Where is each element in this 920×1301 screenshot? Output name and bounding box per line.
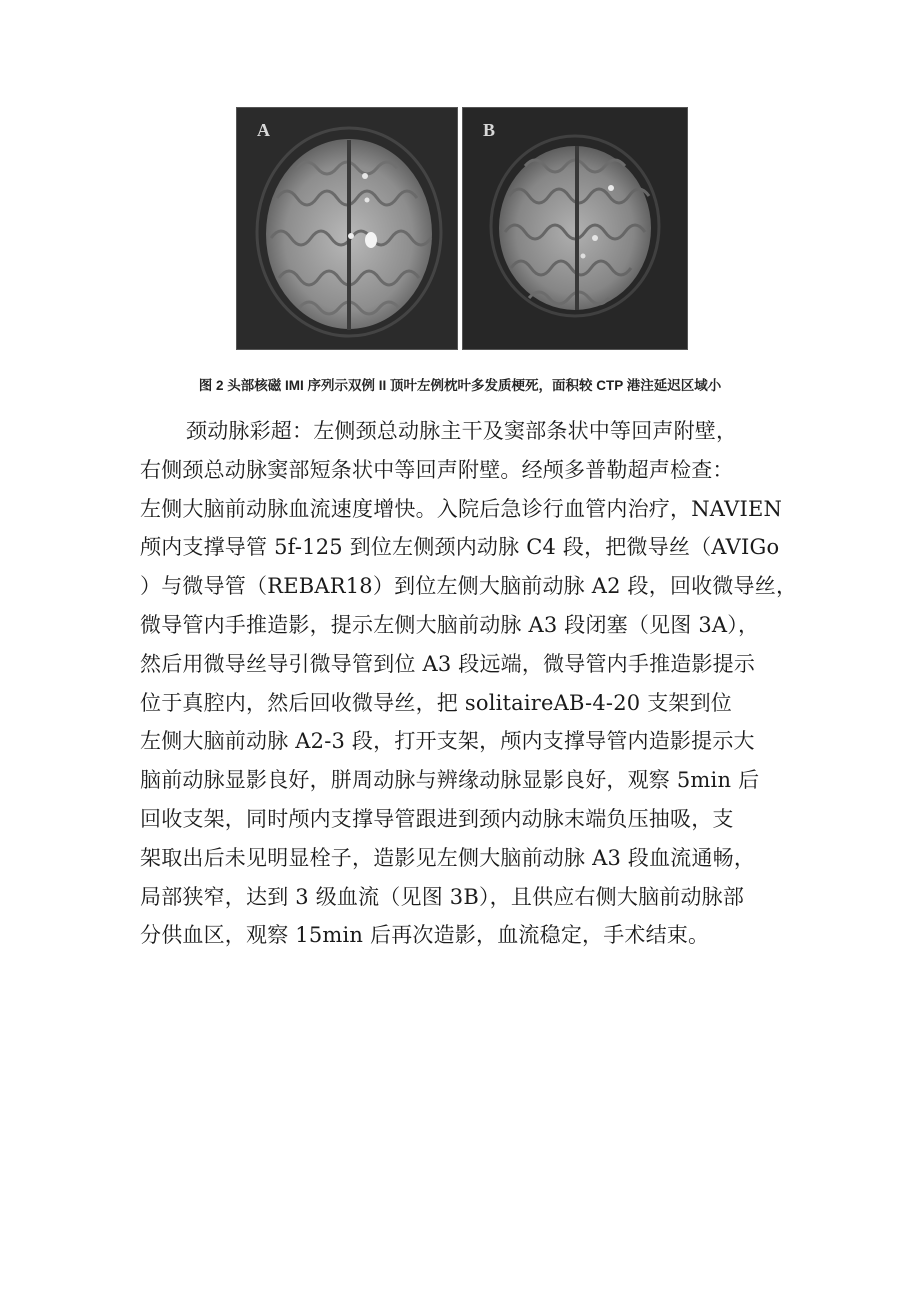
text-line: 右侧颈总动脉窦部短条状中等回声附壁。经颅多普勒超声检查：	[140, 457, 734, 482]
mri-panel-a	[236, 107, 458, 350]
text-line: 脑前动脉显影良好，胼周动脉与辨缘动脉显影良好，观察 5min 后	[140, 768, 760, 793]
text-line: ）与微导管（REBAR18）到位左侧大脑前动脉 A2 段，回收微导丝，	[140, 574, 798, 599]
brain-image-b	[463, 108, 688, 350]
text-line: 然后用微导丝导引微导管到位 A3 段远端，微导管内手推造影提示	[140, 651, 756, 676]
mri-panel-b	[462, 107, 688, 350]
text-line: 颈动脉彩超：左侧颈总动脉主干及窦部条状中等回声附壁，	[186, 419, 738, 443]
panel-label-b: B	[483, 120, 496, 140]
text-line: 局部狭窄，达到 3 级血流（见图 3B），且供应右侧大脑前动脉部	[140, 884, 745, 909]
text-line: 架取出后未见明显栓子，造影见左侧大脑前动脉 A3 段血流通畅，	[140, 845, 756, 870]
text-line: 微导管内手推造影，提示左侧大脑前动脉 A3 段闭塞（见图 3A），	[140, 612, 760, 637]
text-line: 回收支架，同时颅内支撑导管跟进到颈内动脉末端负压抽吸，支	[140, 806, 734, 831]
figure-caption: 图 2 头部核磁 IMI 序列示双例 II 顶叶左例枕叶多发质梗死，面积较 CTP 港注延迟区域小	[198, 378, 722, 393]
body-paragraph	[140, 412, 800, 955]
text-line: 位于真腔内，然后回收微导丝，把 solitaireAB-4-20 支架到位	[140, 690, 733, 715]
text-line: 分供血区，观察 15min 后再次造影，血流稳定，手术结束。	[140, 923, 710, 948]
brain-image-a	[237, 108, 458, 350]
panel-label-a: A	[257, 120, 270, 140]
mri-figure	[236, 107, 688, 350]
text-line: 颅内支撑导管 5f-125 到位左侧颈内动脉 C4 段，把微导丝（AVIGo	[140, 535, 780, 560]
text-line: 左侧大脑前动脉 A2-3 段，打开支架，颅内支撑导管内造影提示大	[140, 729, 755, 754]
text-line: 左侧大脑前动脉血流速度增快。入院后急诊行血管内治疗，NAVIEN	[140, 496, 783, 521]
